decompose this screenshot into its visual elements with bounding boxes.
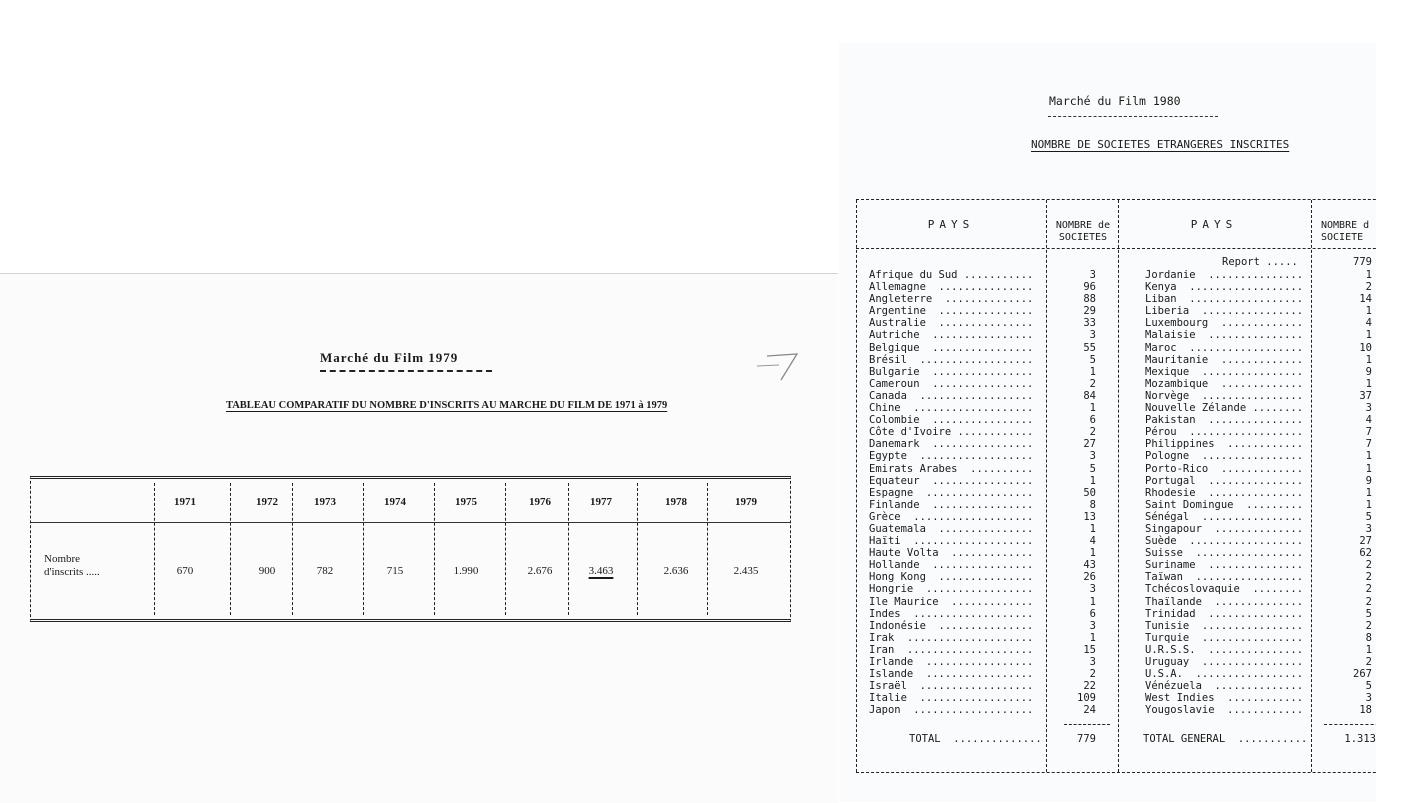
company-count: 8 [1089, 498, 1096, 511]
country-name: Liban .................. [1145, 293, 1304, 306]
company-count: 37 [1359, 389, 1372, 402]
country-name: Malaisie ............... [1145, 329, 1304, 342]
company-count: 5 [1089, 462, 1096, 475]
country-name: U.R.S.S. ............... [1145, 643, 1304, 656]
year-header: 1979 [735, 496, 757, 508]
column-divider [1118, 200, 1119, 772]
country-name: Philippines ............ [1145, 438, 1304, 451]
column-header-line: NOMBRE de [1055, 220, 1111, 231]
right-country-list [1145, 269, 1310, 716]
company-count: 1 [1365, 643, 1372, 656]
country-name: Israël .................. [869, 680, 1034, 693]
left-country-list [869, 269, 1044, 716]
country-name: Bulgarie ................ [869, 365, 1034, 378]
company-count: 6 [1089, 414, 1096, 427]
country-name: Haïti ................... [869, 535, 1034, 548]
country-name: Suède .................. [1145, 535, 1304, 548]
marche-du-film-1980-heading: Marché du Film 1980 [1049, 94, 1181, 108]
country-name: Ile Maurice ............. [869, 595, 1034, 608]
country-name: Egypte .................. [869, 450, 1034, 463]
company-count: 18 [1359, 704, 1372, 717]
company-count: 1 [1089, 365, 1096, 378]
column-divider [505, 483, 506, 615]
company-count: 15 [1083, 643, 1096, 656]
company-count: 5 [1365, 680, 1372, 693]
heading-underline [320, 370, 492, 372]
company-count: 7 [1365, 426, 1372, 439]
marche-du-film-1979-heading: Marché du Film 1979 [320, 350, 459, 365]
country-name: Saint Domingue ......... [1145, 498, 1304, 511]
country-name: Yougoslavie ............ [1145, 704, 1304, 717]
country-name: Côte d'Ivoire ............ [869, 426, 1034, 439]
company-count: 2 [1089, 426, 1096, 439]
country-name: Equateur ................ [869, 474, 1034, 487]
company-count: 22 [1083, 680, 1096, 693]
country-name: Pérou .................. [1145, 426, 1304, 439]
country-name: Hongrie ................. [869, 583, 1034, 596]
country-name: Argentine ............... [869, 305, 1034, 318]
company-count: 96 [1083, 281, 1096, 294]
company-count: 1 [1365, 353, 1372, 366]
foreign-companies-table [856, 199, 1376, 773]
country-name: Indonésie ............... [869, 619, 1034, 632]
company-count: 2 [1365, 595, 1372, 608]
country-name: Chine ................... [869, 402, 1034, 415]
country-name: Singapour .............. [1145, 522, 1304, 535]
column-divider [637, 483, 638, 615]
column-header-line: NOMBRE d [1321, 220, 1370, 231]
company-count: 33 [1083, 317, 1096, 330]
country-name: Maroc .................. [1145, 341, 1304, 354]
country-name: Espagne ................. [869, 486, 1034, 499]
company-count: 1 [1365, 329, 1372, 342]
registration-count: 1.990 [453, 565, 479, 577]
country-name: Italie .................. [869, 692, 1034, 705]
comparative-table-title: TABLEAU COMPARATIF DU NOMBRE D'INSCRITS AU MARCHE DU FILM DE 1971 à 1979 [226, 400, 668, 411]
country-name: Sénégal ................ [1145, 510, 1304, 523]
country-name: Haute Volta ............. [869, 547, 1034, 560]
column-divider [707, 483, 708, 615]
country-name: Tchécoslovaquie ........ [1145, 583, 1304, 596]
report-value: 779 [1353, 256, 1372, 268]
country-name: West Indies ............ [1145, 692, 1304, 705]
country-name: Iran .................... [869, 643, 1034, 656]
company-count: 3 [1365, 692, 1372, 705]
year-header: 1974 [384, 496, 406, 508]
company-count: 5 [1365, 607, 1372, 620]
registration-count: 2.676 [527, 565, 553, 577]
country-name: Pakistan ............... [1145, 414, 1304, 427]
company-count: 8 [1365, 631, 1372, 644]
company-count: 1 [1365, 462, 1372, 475]
country-name: Japon ................... [869, 704, 1034, 717]
company-count: 24 [1083, 704, 1096, 717]
country-name: Mauritanie ............. [1145, 353, 1304, 366]
country-name: Colombie ................ [869, 414, 1034, 427]
company-count: 29 [1083, 305, 1096, 318]
company-count: 1 [1089, 547, 1096, 560]
company-count: 6 [1089, 607, 1096, 620]
company-count: 3 [1089, 329, 1096, 342]
company-count: 2 [1365, 559, 1372, 572]
column-header-line: SOCIETES [1058, 232, 1108, 243]
company-count: 3 [1089, 583, 1096, 596]
company-count: 2 [1365, 656, 1372, 668]
country-name: Belgique ................ [869, 341, 1034, 354]
column-divider [1311, 200, 1312, 772]
company-count: 88 [1083, 293, 1096, 306]
company-count: 1 [1365, 377, 1372, 390]
registration-count: 2.636 [663, 565, 689, 577]
year-header: 1972 [256, 496, 278, 508]
company-count: 3 [1089, 656, 1096, 668]
company-count: 9 [1365, 474, 1372, 487]
country-name: Liberia ................ [1145, 305, 1304, 318]
total-general-rule [1324, 724, 1376, 725]
company-count: 1 [1089, 474, 1096, 487]
company-count: 43 [1083, 559, 1096, 572]
country-name: Jordanie ............... [1145, 269, 1304, 281]
company-count: 1 [1365, 486, 1372, 499]
company-count: 2 [1365, 571, 1372, 584]
document-1979 [0, 273, 838, 803]
company-count: 1 [1089, 522, 1096, 535]
company-count: 109 [1077, 692, 1096, 705]
country-name: Danemark ................ [869, 438, 1034, 451]
total-general-value: 1.313 [1344, 733, 1376, 745]
left-count-list [1056, 269, 1096, 716]
country-name: Mozambique ............. [1145, 377, 1304, 390]
country-name: Vénézuela .............. [1145, 680, 1304, 693]
company-count: 3 [1089, 450, 1096, 463]
column-divider [230, 483, 231, 615]
registration-count: 2.435 [733, 565, 759, 577]
company-count: 50 [1083, 486, 1096, 499]
country-name: Uruguay ................ [1145, 656, 1304, 668]
company-count: 26 [1083, 571, 1096, 584]
year-header: 1976 [529, 496, 551, 508]
report-label: Report ..... [1222, 256, 1298, 268]
registration-count: 782 [316, 565, 334, 577]
company-count: 3 [1089, 269, 1096, 281]
company-count: 1 [1365, 498, 1372, 511]
registration-count: 715 [386, 565, 404, 577]
company-count: 2 [1365, 619, 1372, 632]
registration-count: 670 [176, 565, 194, 577]
company-count: 4 [1365, 317, 1372, 330]
country-name: Finlande ................ [869, 498, 1034, 511]
country-name: U.S.A. ................. [1145, 668, 1304, 681]
country-name: Suisse ................. [1145, 547, 1304, 560]
country-name: Canada .................. [869, 389, 1034, 402]
company-count: 1 [1089, 595, 1096, 608]
country-name: Autriche ................ [869, 329, 1034, 342]
country-name: Thaïlande .............. [1145, 595, 1304, 608]
country-name: Trinidad ............... [1145, 607, 1304, 620]
country-name: Afrique du Sud ........... [869, 269, 1034, 281]
country-name: Brésil .................. [869, 353, 1034, 366]
country-name: Emirats Arabes .......... [869, 462, 1034, 475]
country-name: Luxembourg ............. [1145, 317, 1304, 330]
country-name: Guatemala ............... [869, 522, 1034, 535]
foreign-companies-title: NOMBRE DE SOCIETES ETRANGERES INSCRITES [1031, 138, 1290, 151]
country-name: Tunisie ................ [1145, 619, 1304, 632]
country-name: Grèce ................... [869, 510, 1034, 523]
country-name: Pologne ................ [1145, 450, 1304, 463]
country-name: Turquie ................ [1145, 631, 1304, 644]
country-name: Angleterre .............. [869, 293, 1034, 306]
row-label-nombre-inscrits [44, 553, 154, 579]
company-count: 7 [1365, 438, 1372, 451]
column-header-pays-left: PAYS [927, 218, 975, 231]
column-header-pays-right: PAYS [1190, 218, 1238, 231]
country-name: Taïwan ................. [1145, 571, 1304, 584]
company-count: 1 [1089, 402, 1096, 415]
company-count: 27 [1359, 535, 1372, 548]
country-name: Hollande ................ [869, 559, 1034, 572]
country-name: Allemagne ............... [869, 281, 1034, 294]
table-border-left [856, 200, 857, 772]
company-count: 14 [1359, 293, 1372, 306]
total-value: 779 [1077, 733, 1096, 745]
row-label-line-2: d'inscrits ..... [44, 566, 100, 578]
company-count: 1 [1365, 450, 1372, 463]
year-header: 1971 [174, 496, 196, 508]
company-count: 13 [1083, 510, 1096, 523]
company-count: 2 [1089, 377, 1096, 390]
company-count: 3 [1089, 619, 1096, 632]
year-header: 1973 [314, 496, 336, 508]
registration-count: 900 [258, 565, 276, 577]
total-label: TOTAL .............. [909, 733, 1042, 745]
company-count: 5 [1365, 510, 1372, 523]
country-name: Islande ................. [869, 668, 1034, 681]
year-header: 1975 [455, 496, 477, 508]
company-count: 1 [1365, 269, 1372, 281]
country-name: Irak .................... [869, 631, 1034, 644]
document-1980 [839, 43, 1376, 802]
year-header: 1978 [665, 496, 687, 508]
company-count: 55 [1083, 341, 1096, 354]
column-divider [434, 483, 435, 615]
country-name: Rhodesie ............... [1145, 486, 1304, 499]
column-divider [363, 483, 364, 615]
country-name: Portugal ............... [1145, 474, 1304, 487]
company-count: 4 [1365, 414, 1372, 427]
country-name: Porto-Rico ............. [1145, 462, 1304, 475]
column-header-line: SOCIETE [1321, 232, 1364, 243]
country-name: Hong Kong ............... [869, 571, 1034, 584]
right-count-list [1330, 269, 1372, 716]
handwritten-7-mark [757, 344, 807, 384]
company-count: 62 [1359, 547, 1372, 560]
company-count: 2 [1365, 281, 1372, 294]
company-count: 3 [1365, 402, 1372, 415]
company-count: 267 [1353, 668, 1372, 681]
column-divider [1046, 200, 1047, 772]
company-count: 84 [1083, 389, 1096, 402]
company-count: 4 [1089, 535, 1096, 548]
country-name: Cameroun ................ [869, 377, 1034, 390]
company-count: 1 [1365, 305, 1372, 318]
year-header: 1977 [590, 496, 612, 508]
total-rule [1064, 724, 1110, 725]
country-name: Indes ................... [869, 607, 1034, 620]
total-general-label: TOTAL GENERAL ........... [1143, 733, 1308, 745]
table-header-divider [31, 522, 790, 523]
header-divider [856, 248, 1376, 249]
country-name: Irlande ................. [869, 656, 1034, 668]
country-name: Suriname ............... [1145, 559, 1304, 572]
registrations-comparison-table [30, 476, 791, 622]
country-name: Norvège ................ [1145, 389, 1304, 402]
row-label-line-1: Nombre [44, 553, 81, 565]
column-header-nombre-right [1321, 220, 1376, 244]
company-count: 1 [1089, 631, 1096, 644]
country-name: Nouvelle Zélande ........ [1145, 402, 1304, 415]
company-count: 5 [1089, 353, 1096, 366]
company-count: 9 [1365, 365, 1372, 378]
company-count: 2 [1089, 668, 1096, 681]
country-name: Mexique ................ [1145, 365, 1304, 378]
company-count: 3 [1365, 522, 1372, 535]
column-header-nombre-left [1050, 220, 1116, 244]
company-count: 2 [1365, 583, 1372, 596]
country-name: Australie ............... [869, 317, 1034, 330]
country-name: Kenya .................. [1145, 281, 1304, 294]
heading-dash-line [1048, 116, 1218, 117]
company-count: 10 [1359, 341, 1372, 354]
registration-count: 3.463 [588, 565, 614, 577]
company-count: 27 [1083, 438, 1096, 451]
